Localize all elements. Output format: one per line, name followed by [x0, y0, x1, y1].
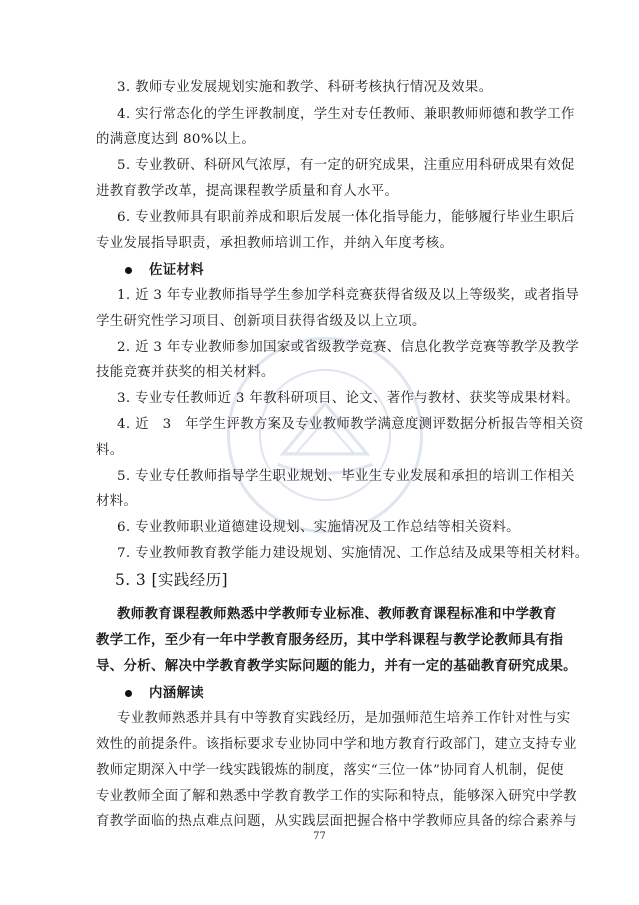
- watermark-seal-icon: [220, 330, 430, 540]
- document-page: 3. 教师专业发展规划实施和教学、科研考核执行情况及效果。 4. 实行常态化的学生评教制度，学生对专任教师、兼职教师师德和教学工作 的满意度达到 80%以上。 5. 专业教研、科研风气浓厚，有一定的研究成果，注重应用科研成果有效促 进教育教学改革，提高课程教学质量和育人水平。 6. 专业教师具有职前养成和职后发展一体化指导能力，能够履行毕业生职后 专业发展指导职责，承担教师培训工作，并纳入年度考核。 佐证材料 1. 近 3 年专业教师指导学生参加学科竞赛获得省级及以上等级奖，或者指导 学生研究性学习项目、创新项目获得省级及以上立项。 2. 近 3 年专业教师参加国家或省级教学竞赛、信息化教学竞赛等教学及教学 技能竞赛并获奖的相关材料。 3. 专业专任教师近 3 年教科研项目、论文、著作与教材、获奖等成果材料。 4. 近 3 年学生评教方案及专业教师教学满意度测评数据分析报告等相关资 料。 5. 专业专任教师指导学生职业规划、毕业生专业发展和承担的培训工作相关 材料。 6. 专业教师职业道德建设规划、实施情况及工作总结等相关资料。 7. 专业教师教育教学能力建设规划、实施情况、工作总结及成果等相关材料。 5. 3 [实践经历] 教师教育课程教师熟悉中学教师专业标准、教师教育课程标准和中学教育 教学工作，至少有一年中学教育服务经历，其中学科课程与教学论教师具有指 导、分析、解决中学教育教学实际问题的能力，并有一定的基础教育研究成果。 内涵解读 专业教师熟悉并具有中等教育实践经历，是加强师范生培养工作针对性与实 效性的前提条件。该指标要求专业协同中学和地方教育行政部门，建立支持专业 教师定期深入中学一线实践锻炼的制度，落实“三位一体”协同育人机制，促使 专业教师全面了解和熟悉中学教育教学工作的实际和特点，能够深入研究中学教 育教学面临的热点难点问题，从实践层面把握合格中学教师应具备的综合素养与 77: [0, 0, 639, 905]
- bullet-icon: [125, 267, 132, 274]
- bullet-icon: [125, 690, 132, 697]
- page-number: 77: [313, 831, 326, 842]
